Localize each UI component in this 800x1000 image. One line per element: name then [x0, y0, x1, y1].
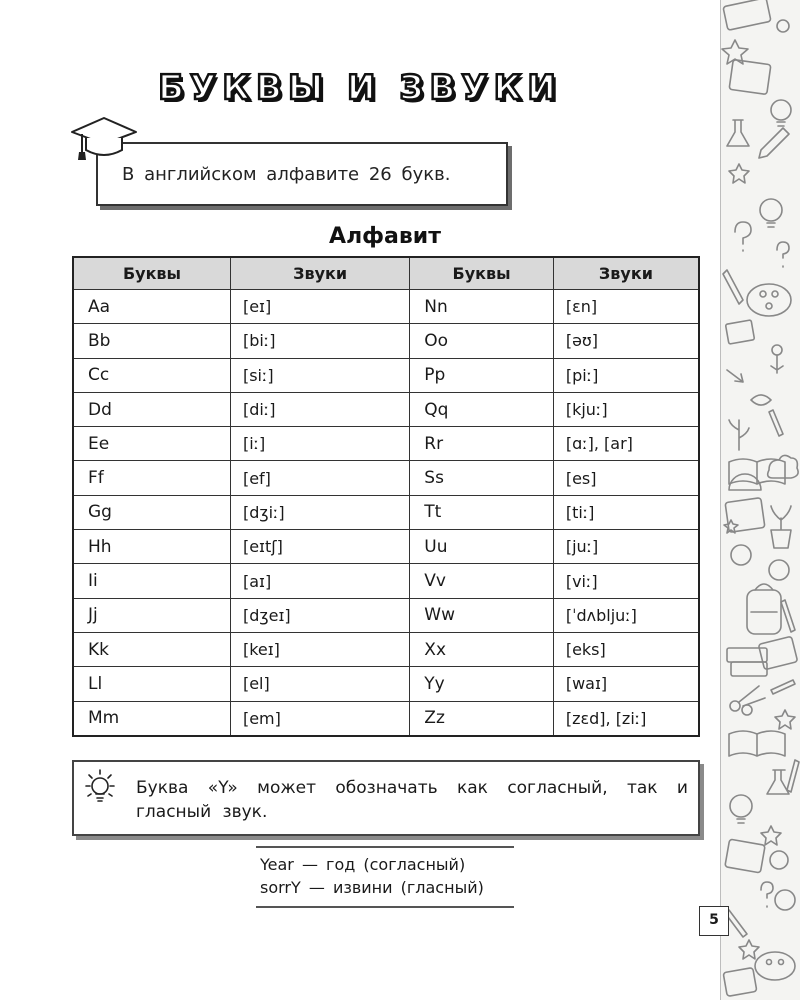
- sound-cell: [tiː]: [553, 495, 699, 529]
- table-row: [73, 290, 699, 324]
- header-sounds-2: Звуки: [553, 257, 699, 290]
- intro-text: В английском алфавите 26 букв.: [122, 164, 451, 185]
- sound-cell: [viː]: [553, 564, 699, 598]
- letter-cell: Yy: [410, 667, 554, 701]
- letter-cell: Ff: [73, 461, 230, 495]
- note-text: Буква «Y» может обозначать как согласный, так и гласный звук.: [136, 778, 688, 822]
- sound-cell: [kjuː]: [553, 392, 699, 426]
- graduation-cap-icon: [68, 114, 138, 166]
- letter-cell: Aa: [73, 290, 230, 324]
- letter-cell: Xx: [410, 632, 554, 666]
- letter-cell: Rr: [410, 427, 554, 461]
- letter-cell: Ww: [410, 598, 554, 632]
- letter-cell: Ss: [410, 461, 554, 495]
- note-box: [72, 760, 700, 836]
- sound-cell: [ɑː], [ar]: [553, 427, 699, 461]
- table-row: [73, 495, 699, 529]
- table-row: [73, 530, 699, 564]
- sound-cell: [ef]: [230, 461, 409, 495]
- letter-cell: Dd: [73, 392, 230, 426]
- table-row: [73, 324, 699, 358]
- example-line: sorrY — извини (гласный): [260, 878, 484, 897]
- letter-cell: Zz: [410, 701, 554, 736]
- sound-cell: [iː]: [230, 427, 409, 461]
- letter-cell: Uu: [410, 530, 554, 564]
- letter-cell: Mm: [73, 701, 230, 736]
- sound-cell: [es]: [553, 461, 699, 495]
- letter-cell: Tt: [410, 495, 554, 529]
- alphabet-table-body: [73, 290, 699, 736]
- sound-cell: [dʒiː]: [230, 495, 409, 529]
- letter-cell: Bb: [73, 324, 230, 358]
- page-title: БУКВЫ И ЗВУКИ: [158, 68, 562, 108]
- letter-cell: Qq: [410, 392, 554, 426]
- letter-cell: Ii: [73, 564, 230, 598]
- sound-cell: [eɪ]: [230, 290, 409, 324]
- sound-cell: [ɛn]: [553, 290, 699, 324]
- table-row: [73, 632, 699, 666]
- sound-cell: [əʊ]: [553, 324, 699, 358]
- sound-cell: [keɪ]: [230, 632, 409, 666]
- table-row: [73, 427, 699, 461]
- sound-cell: [ˈdʌbljuː]: [553, 598, 699, 632]
- sound-cell: [em]: [230, 701, 409, 736]
- letter-cell: Nn: [410, 290, 554, 324]
- sound-cell: [juː]: [553, 530, 699, 564]
- letter-cell: Ll: [73, 667, 230, 701]
- letter-cell: Hh: [73, 530, 230, 564]
- intro-box: [96, 142, 508, 206]
- sound-cell: [waɪ]: [553, 667, 699, 701]
- doodle-decoration-strip: [720, 0, 800, 1000]
- letter-cell: Oo: [410, 324, 554, 358]
- example-line: Year — год (согласный): [260, 855, 466, 874]
- table-row: [73, 392, 699, 426]
- sound-cell: [dʒeɪ]: [230, 598, 409, 632]
- sound-cell: [zɛd], [ziː]: [553, 701, 699, 736]
- letter-cell: Gg: [73, 495, 230, 529]
- table-row: [73, 358, 699, 392]
- sound-cell: [diː]: [230, 392, 409, 426]
- header-sounds-1: Звуки: [230, 257, 409, 290]
- sound-cell: [biː]: [230, 324, 409, 358]
- page-number: 5: [699, 906, 729, 936]
- letter-cell: Kk: [73, 632, 230, 666]
- table-row: [73, 598, 699, 632]
- table-row: [73, 564, 699, 598]
- letter-cell: Vv: [410, 564, 554, 598]
- sound-cell: [siː]: [230, 358, 409, 392]
- letter-cell: Pp: [410, 358, 554, 392]
- table-row: [73, 701, 699, 736]
- sound-cell: [eɪtʃ]: [230, 530, 409, 564]
- table-header-row: [73, 257, 699, 290]
- section-title: Алфавит: [329, 224, 441, 249]
- sound-cell: [eks]: [553, 632, 699, 666]
- letter-cell: Ee: [73, 427, 230, 461]
- table-row: [73, 461, 699, 495]
- letter-cell: Cc: [73, 358, 230, 392]
- sound-cell: [piː]: [553, 358, 699, 392]
- alphabet-table: [72, 256, 700, 737]
- header-letters-2: Буквы: [410, 257, 554, 290]
- school-doodles-icon: [721, 0, 800, 1000]
- sound-cell: [el]: [230, 667, 409, 701]
- header-letters-1: Буквы: [73, 257, 230, 290]
- table-row: [73, 667, 699, 701]
- sound-cell: [aɪ]: [230, 564, 409, 598]
- letter-cell: Jj: [73, 598, 230, 632]
- lightbulb-icon: [82, 768, 118, 808]
- examples-block: [256, 846, 514, 908]
